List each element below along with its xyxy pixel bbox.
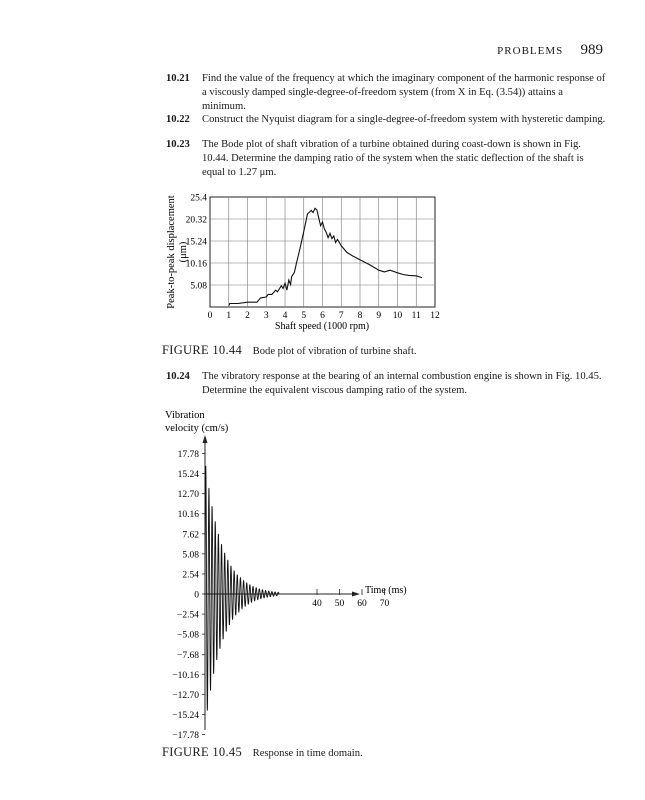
time-response-chart (160, 405, 460, 740)
problem-number: 10.21 (166, 73, 190, 84)
problem-text: Find the value of the frequency at which the imaginary component of the harmonic response of a viscously damped single-degree-of-freedom system (from X in Eq. (3.54)) attains a minimum. (202, 73, 606, 112)
y-tick-label: 5.08 (182, 550, 199, 561)
x-tick-label: 60 (357, 599, 367, 609)
problem-number: 10.22 (166, 114, 190, 125)
problem-10-24 (166, 370, 606, 398)
problem-text: The vibratory response at the bearing of an internal combustion engine is shown in Fig. 10.45. Determine the equivalent viscous damping ratio of the system. (202, 371, 602, 396)
x-axis-label: Time (ms) (365, 585, 407, 596)
x-tick-label: 9 (376, 311, 382, 321)
problem-text: The Bode plot of shaft vibration of a turbine obtained during coast-down is shown in Fig. 10.44. Determine the damping ratio of the system when the static deflection of the shaft is equal to 1.27 μm. (202, 139, 584, 178)
y-axis-label-line-1: Vibration (165, 410, 205, 421)
y-tick-label: −15.24 (172, 710, 199, 721)
x-tick-label: 8 (357, 311, 363, 321)
x-axis-arrow (352, 592, 360, 597)
x-tick-label: 12 (430, 311, 440, 321)
y-tick-label: 20.32 (185, 215, 207, 226)
page-header (497, 42, 603, 59)
x-tick-label: 5 (301, 311, 307, 321)
y-tick-label: −5.08 (177, 630, 199, 641)
y-tick-label: 15.24 (185, 237, 207, 248)
y-tick-label: 7.62 (182, 530, 199, 541)
page-number: 989 (580, 42, 603, 58)
figure-caption-10-44 (162, 343, 417, 358)
x-tick-label: 0 (207, 311, 213, 321)
y-tick-label: 10.16 (177, 510, 199, 521)
y-tick-label: 12.70 (177, 490, 199, 501)
x-tick-label: 11 (411, 311, 421, 321)
y-tick-label: 0 (194, 590, 199, 601)
x-tick-label: 50 (334, 599, 345, 609)
y-tick-label: 17.78 (177, 450, 199, 461)
figure-label: FIGURE 10.44 (162, 343, 242, 357)
problem-10-21 (166, 72, 606, 114)
y-tick-label: 5.08 (190, 281, 207, 292)
x-tick-label: 6 (320, 311, 325, 321)
x-tick-label: 2 (245, 311, 250, 321)
displacement-series (229, 208, 422, 305)
section-title: PROBLEMS (497, 45, 564, 57)
x-tick-label: 40 (312, 599, 322, 609)
bode-plot-chart (160, 185, 480, 335)
y-tick-labels (172, 450, 205, 740)
y-axis-label-line-2: velocity (cm/s) (165, 423, 229, 434)
figure-caption-text: Response in time domain. (252, 748, 363, 759)
x-tick-label: 3 (263, 311, 269, 321)
y-tick-label: −7.68 (177, 651, 199, 662)
y-axis-label: Peak-to-peak displacement(μm) (166, 195, 189, 309)
problem-10-22 (166, 113, 606, 127)
problem-number: 10.24 (166, 371, 190, 382)
y-tick-label: −10.16 (172, 670, 199, 681)
x-tick-label: 70 (379, 599, 390, 609)
figure-label: FIGURE 10.45 (162, 745, 242, 759)
figure-caption-text: Bode plot of vibration of turbine shaft. (252, 346, 417, 357)
velocity-signal (205, 466, 279, 711)
y-tick-label: −2.54 (177, 610, 199, 621)
problem-text: Construct the Nyquist diagram for a single-degree-of-freedom system with hysteretic damping. (202, 114, 606, 125)
x-axis-label: Shaft speed (1000 rpm) (274, 321, 370, 332)
x-tick-label: 4 (282, 311, 288, 321)
x-tick-label: 1 (226, 311, 232, 321)
figure-caption-10-45 (162, 745, 363, 760)
x-tick-label: 10 (392, 311, 403, 321)
y-tick-label: −17.78 (172, 730, 199, 740)
x-tick-label: 7 (338, 311, 344, 321)
y-axis-arrow (203, 435, 208, 443)
y-tick-label: 10.16 (185, 259, 207, 270)
y-tick-label: 15.24 (177, 470, 199, 481)
y-tick-label: 2.54 (182, 570, 199, 581)
problem-number: 10.23 (166, 139, 190, 150)
grid-lines (210, 197, 435, 307)
problem-10-23 (166, 138, 606, 180)
x-tick-labels (208, 311, 440, 321)
y-tick-label: 25.4 (190, 193, 207, 204)
y-tick-label: −12.70 (172, 690, 199, 701)
